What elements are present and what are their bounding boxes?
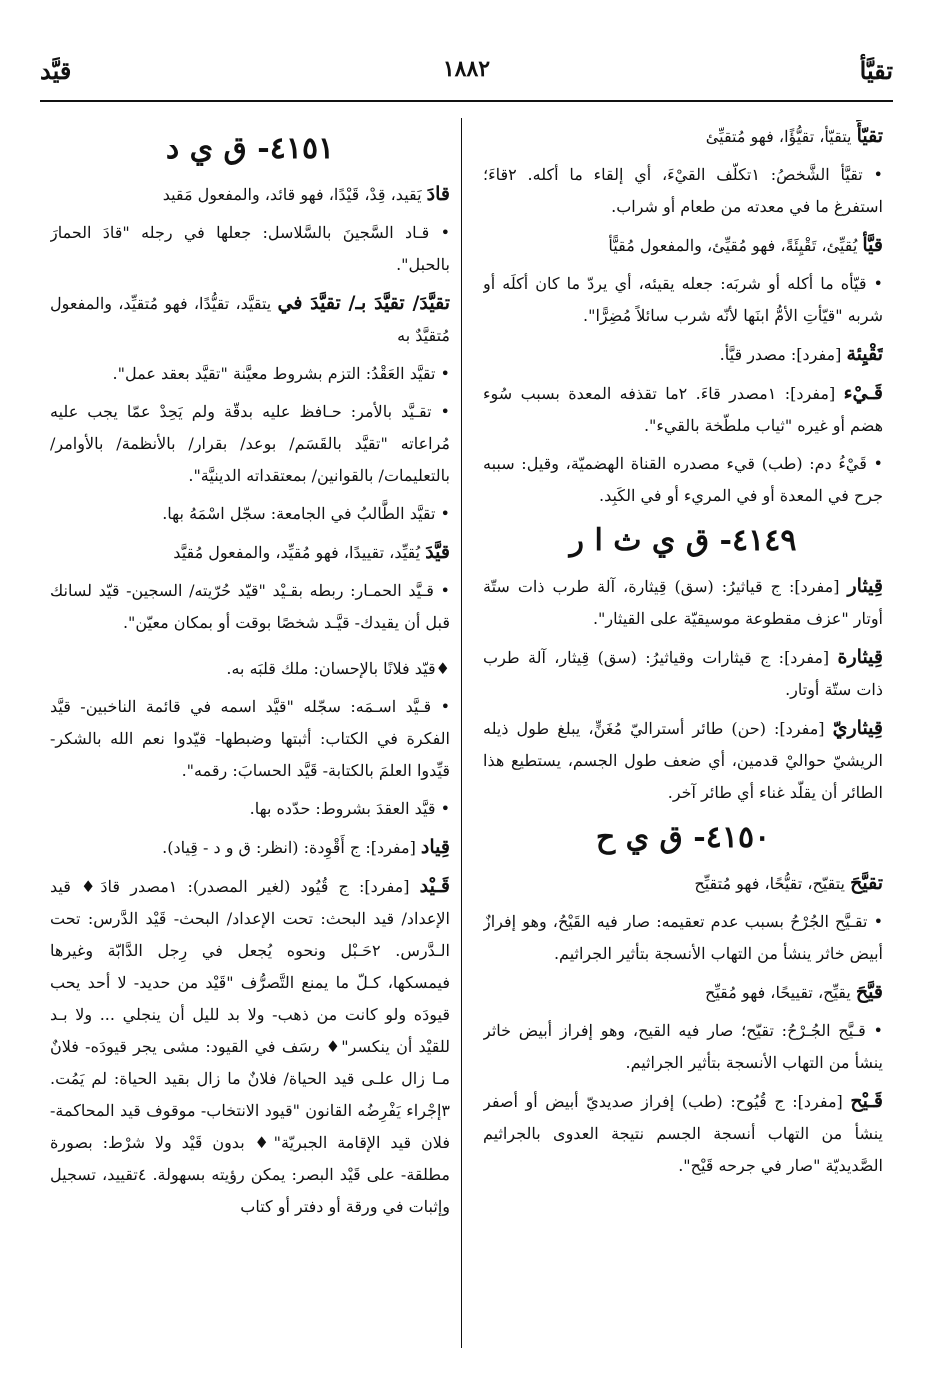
entry-definition: يُقيِّد، تقييدًا، فهو مُقيِّد، والمفعول مُقيَّد (173, 543, 426, 562)
column-divider (461, 118, 462, 1348)
entry-definition: [مفرد]: ج قُيُود (لغير المصدر): ١مصدر قادَ♦ قيد الإعداد/ قيد البحث: تحت الإعداد/ البحث- قَيْد الدَّرس: تحت الـدَّرس. ٢حَـبْل ونحوه يُجعل في رِجل الدَّابّة وغيرها فيمسكها، كـلّ ما يمنع التَّصرُّف "قَيْد من حديد- لا أحد يحب قيودَه ولو كانت من ذهب- ولا بد لليل أن ينجلي ... ولا بـد للقيْد أن ينكسر"♦ رسَف في القيود: مشى يجر قيودَه- فلانٌ مـا زال علـى قيد الحياة/ فلانٌ ما زال بقيد الحياة: لم يَمُت. ٣إجْراء يَفْرِضُه القانون "قيود الانتخاب- موقوف قيد المحاكمة- فلان قيد الإقامة الجبريّة"♦ بدون قَيْد ولا شرْط: بصورة مطلقة- على قَيْد البصر: يمكن رؤيته بسهولة. ٤تقييد، تسجيل وإثبات في ورقة أو دفتر أو كتاب (50, 877, 450, 1216)
entry-definition: يُقيِّئ، تَقْيِئَةً، فهو مُقيِّئ، والمفعول مُقيًّأ (608, 236, 863, 255)
entry-sense (50, 396, 450, 492)
entry-sense (483, 159, 883, 223)
entry-definition: • تقـيَّد بالأمر: حـافظ عليه بدقّة ولم يَحِدْ عمّا يجب عليه مُراعاته "تقيَّد بالقَسَم/ بوعد/ بقرار/ بالأنظمة/ بالأوامر/ بالتعليمات/ بالقوانين/ بمعتقداته الدينيَّة". (50, 402, 450, 485)
entry-sense (50, 498, 450, 530)
dictionary-entry (483, 976, 883, 1009)
entry-definition: يتقيّأ، تقيُّؤًا، فهو مُتقيِّئ (705, 127, 857, 146)
dictionary-entry (50, 287, 450, 352)
entry-definition: يقيِّح، تقييحًا، فهو مُقيِّح (705, 983, 856, 1002)
entry-definition: • قيّأه ما أكله أو شربَه: جعله يقيئه، أي يردّ ما كان أكلَه أو شربه "قيّأتِ الأمُّ ابنَها لأنّه شرب سائلاً مُضِرًّا". (483, 274, 883, 325)
entry-definition: [مفرد]: ج أَقْوِدة: (انظر: ق و د - قِياد). (162, 838, 421, 857)
page-number: ١٨٨٢ (442, 56, 491, 82)
entry-headword: قَـيْء (843, 382, 883, 404)
dictionary-entry (50, 831, 450, 864)
entry-sense (50, 691, 450, 787)
entry-definition: • تقيَّد الطَّالبُ في الجامعة: سجّل اسْمَهُ بها. (162, 504, 450, 523)
root-heading: ٤١٤٩- ق ي ث ا ر (569, 523, 797, 558)
entry-definition: • قيَّد العقدَ بشروط: حدّده بها. (249, 799, 450, 818)
dictionary-entry (483, 338, 883, 371)
entry-definition: • قـيَّد اسـمَه: سجّله "قيَّد اسمه في قائمة الناخبين- قيَّد الفكرة في الكتاب: أثبتها وضبطها- قيّدوا نعم الله بالشكر- قيِّدوا العلمَ بالكتابة- قَيَّد الحسابَ: رقمه". (50, 697, 450, 780)
entry-headword: قَـيْد (419, 875, 450, 897)
entry-headword: تقيَّحَ (850, 872, 883, 894)
entry-sense (483, 1015, 883, 1079)
entry-sense (483, 268, 883, 332)
root-heading: ٤١٥٠- ق ي ح (595, 820, 771, 855)
dictionary-entry (483, 570, 883, 635)
entry-definition: ♦قيّد فلانًا بالإحسان: ملك قلبَه به. (226, 659, 450, 678)
dictionary-entry (483, 1085, 883, 1182)
dictionary-entry (50, 178, 450, 211)
running-head-left: قيَّد (40, 56, 72, 85)
entry-headword: قيَّدَ (425, 541, 450, 563)
entry-definition: • قـيَّد الحمـار: ربطه بقـيْد "قيّد حُرّيته/ السجين- قيّد لسانك قبل أن يقيدك- قيَّـد شخصًا بوقت أو بمكان معيّن". (50, 581, 450, 632)
entry-headword: قَـيْح (850, 1090, 883, 1112)
entry-headword: قادَ (426, 183, 450, 205)
entry-definition: • قَيْءُ دم: (طب) قيء مصدره القناة الهضميّة، وقيل: سببه جرح في المعدة أو في المريء أو في الكَبِد. (483, 454, 883, 505)
entry-definition: [مفرد]: ج قيثارات وقياثيرُ: (سق) قِيثار، آلة طرب ذات ستّة أوتار. (483, 648, 883, 699)
entry-definition: يَقيد، قِدْ، قَيْدًا، فهو قائد، والمفعول مَقيد (162, 185, 427, 204)
entry-headword: قِياد (420, 836, 450, 858)
entry-sense (483, 448, 883, 512)
entry-sense (483, 906, 883, 970)
running-head-right: تقيَّأ (859, 56, 893, 85)
root-heading: ٤١٥١- ق ي د (165, 131, 335, 166)
dictionary-entry (483, 641, 883, 706)
left-column (50, 120, 450, 1360)
dictionary-entry (483, 712, 883, 809)
entry-definition: [مفرد]: مصدر قيَّأ. (719, 345, 847, 364)
entry-headword: قِيثارة (837, 646, 883, 668)
entry-sense (50, 575, 450, 639)
entry-headword: تقيَّدَ/ تقيَّدَ بـ/ تقيَّدَ في (277, 292, 450, 314)
entry-definition: [مفرد]: ج قُيُوح: (طب) إفراز صديديّ أبيض أو أصفر ينشأ من التهاب أنسجة الجسم نتيجة العدوى بالجراثيم الصَّديديّة "صار في جرحه قَيْح". (483, 1092, 883, 1175)
entry-definition: • تقيَّد العَقْدُ: التزم بشروط معيَّنة "تقيَّد بعقد عمل". (112, 364, 450, 383)
dictionary-entry (483, 120, 883, 153)
dictionary-entry (483, 867, 883, 900)
entry-definition: يتقيَّد، تقيُّدًا، فهو مُتقيِّد، والمفعول مُتقيَّدٌ به (50, 294, 450, 345)
dictionary-entry (483, 377, 883, 442)
entry-definition: • قـاد السَّجينَ بالسَّلاسل: جعلها في رجله "قادَ الحمارَ بالحبل". (50, 223, 450, 274)
page-header (40, 56, 893, 96)
dictionary-entry (483, 229, 883, 262)
entry-headword: قِيثاريّ (832, 717, 883, 739)
entry-headword: تقيّأَ (856, 125, 883, 147)
entry-definition: [مفرد]: ج قياثيرُ: (سق) قِيثارة، آلة طرب ذات ستّة أوتار "عزف مقطوعة موسيقيّة على القيثار". (483, 577, 883, 628)
right-column (483, 120, 883, 1360)
entry-headword: تَقْيِئة (846, 343, 883, 365)
entry-sense (50, 793, 450, 825)
entry-sense (50, 217, 450, 281)
entry-definition: • تقـيَّح الجُرْحُ بسبب عدم تعقيمه: صار فيه القَيْحُ، وهو إفرازٌ أبيض خاثر ينشأ من التهاب الأنسجة بتأثير الجراثيم. (483, 912, 883, 963)
dictionary-entry (50, 870, 450, 1223)
entry-headword: قِيثار (847, 575, 883, 597)
entry-definition: [مفرد]: ١مصدر قاءَ. ٢ما تقذفه المعدة بسبب سُوء هضم أو غيره "ثياب ملطّخة بالقيء". (483, 384, 883, 435)
entry-headword: قيَّأ (862, 234, 883, 256)
entry-sense (50, 653, 450, 685)
entry-definition: [مفرد]: (حن) طائر أستراليّ مُغَنٍّ، يبلغ طول ذيله الريشيّ حواليْ قدمين، أي ضعف طول الجسم، يستطيع هذا الطائر أن يقلّد غناء أي طائر آخر. (483, 719, 883, 802)
dictionary-entry (50, 536, 450, 569)
entry-headword: قيَّحَ (855, 981, 883, 1003)
entry-sense (50, 358, 450, 390)
header-rule (40, 100, 893, 102)
entry-definition: يتقيّح، تقيُّحًا، فهو مُتقيِّح (694, 874, 851, 893)
entry-definition: • تقيَّأ الشَّخصُ: ١تكلّف القيْءَ، أي إلقاء ما أكله. ٢قاءَ؛ استفرغ ما في معدته من طعام أو شراب. (483, 165, 883, 216)
entry-definition: • قـيَّح الجُـرْحُ: تقيّح؛ صار فيه القيح، وهو إفراز أبيض خاثر ينشأ من التهاب الأنسجة بتأثير الجراثيم. (483, 1021, 883, 1072)
